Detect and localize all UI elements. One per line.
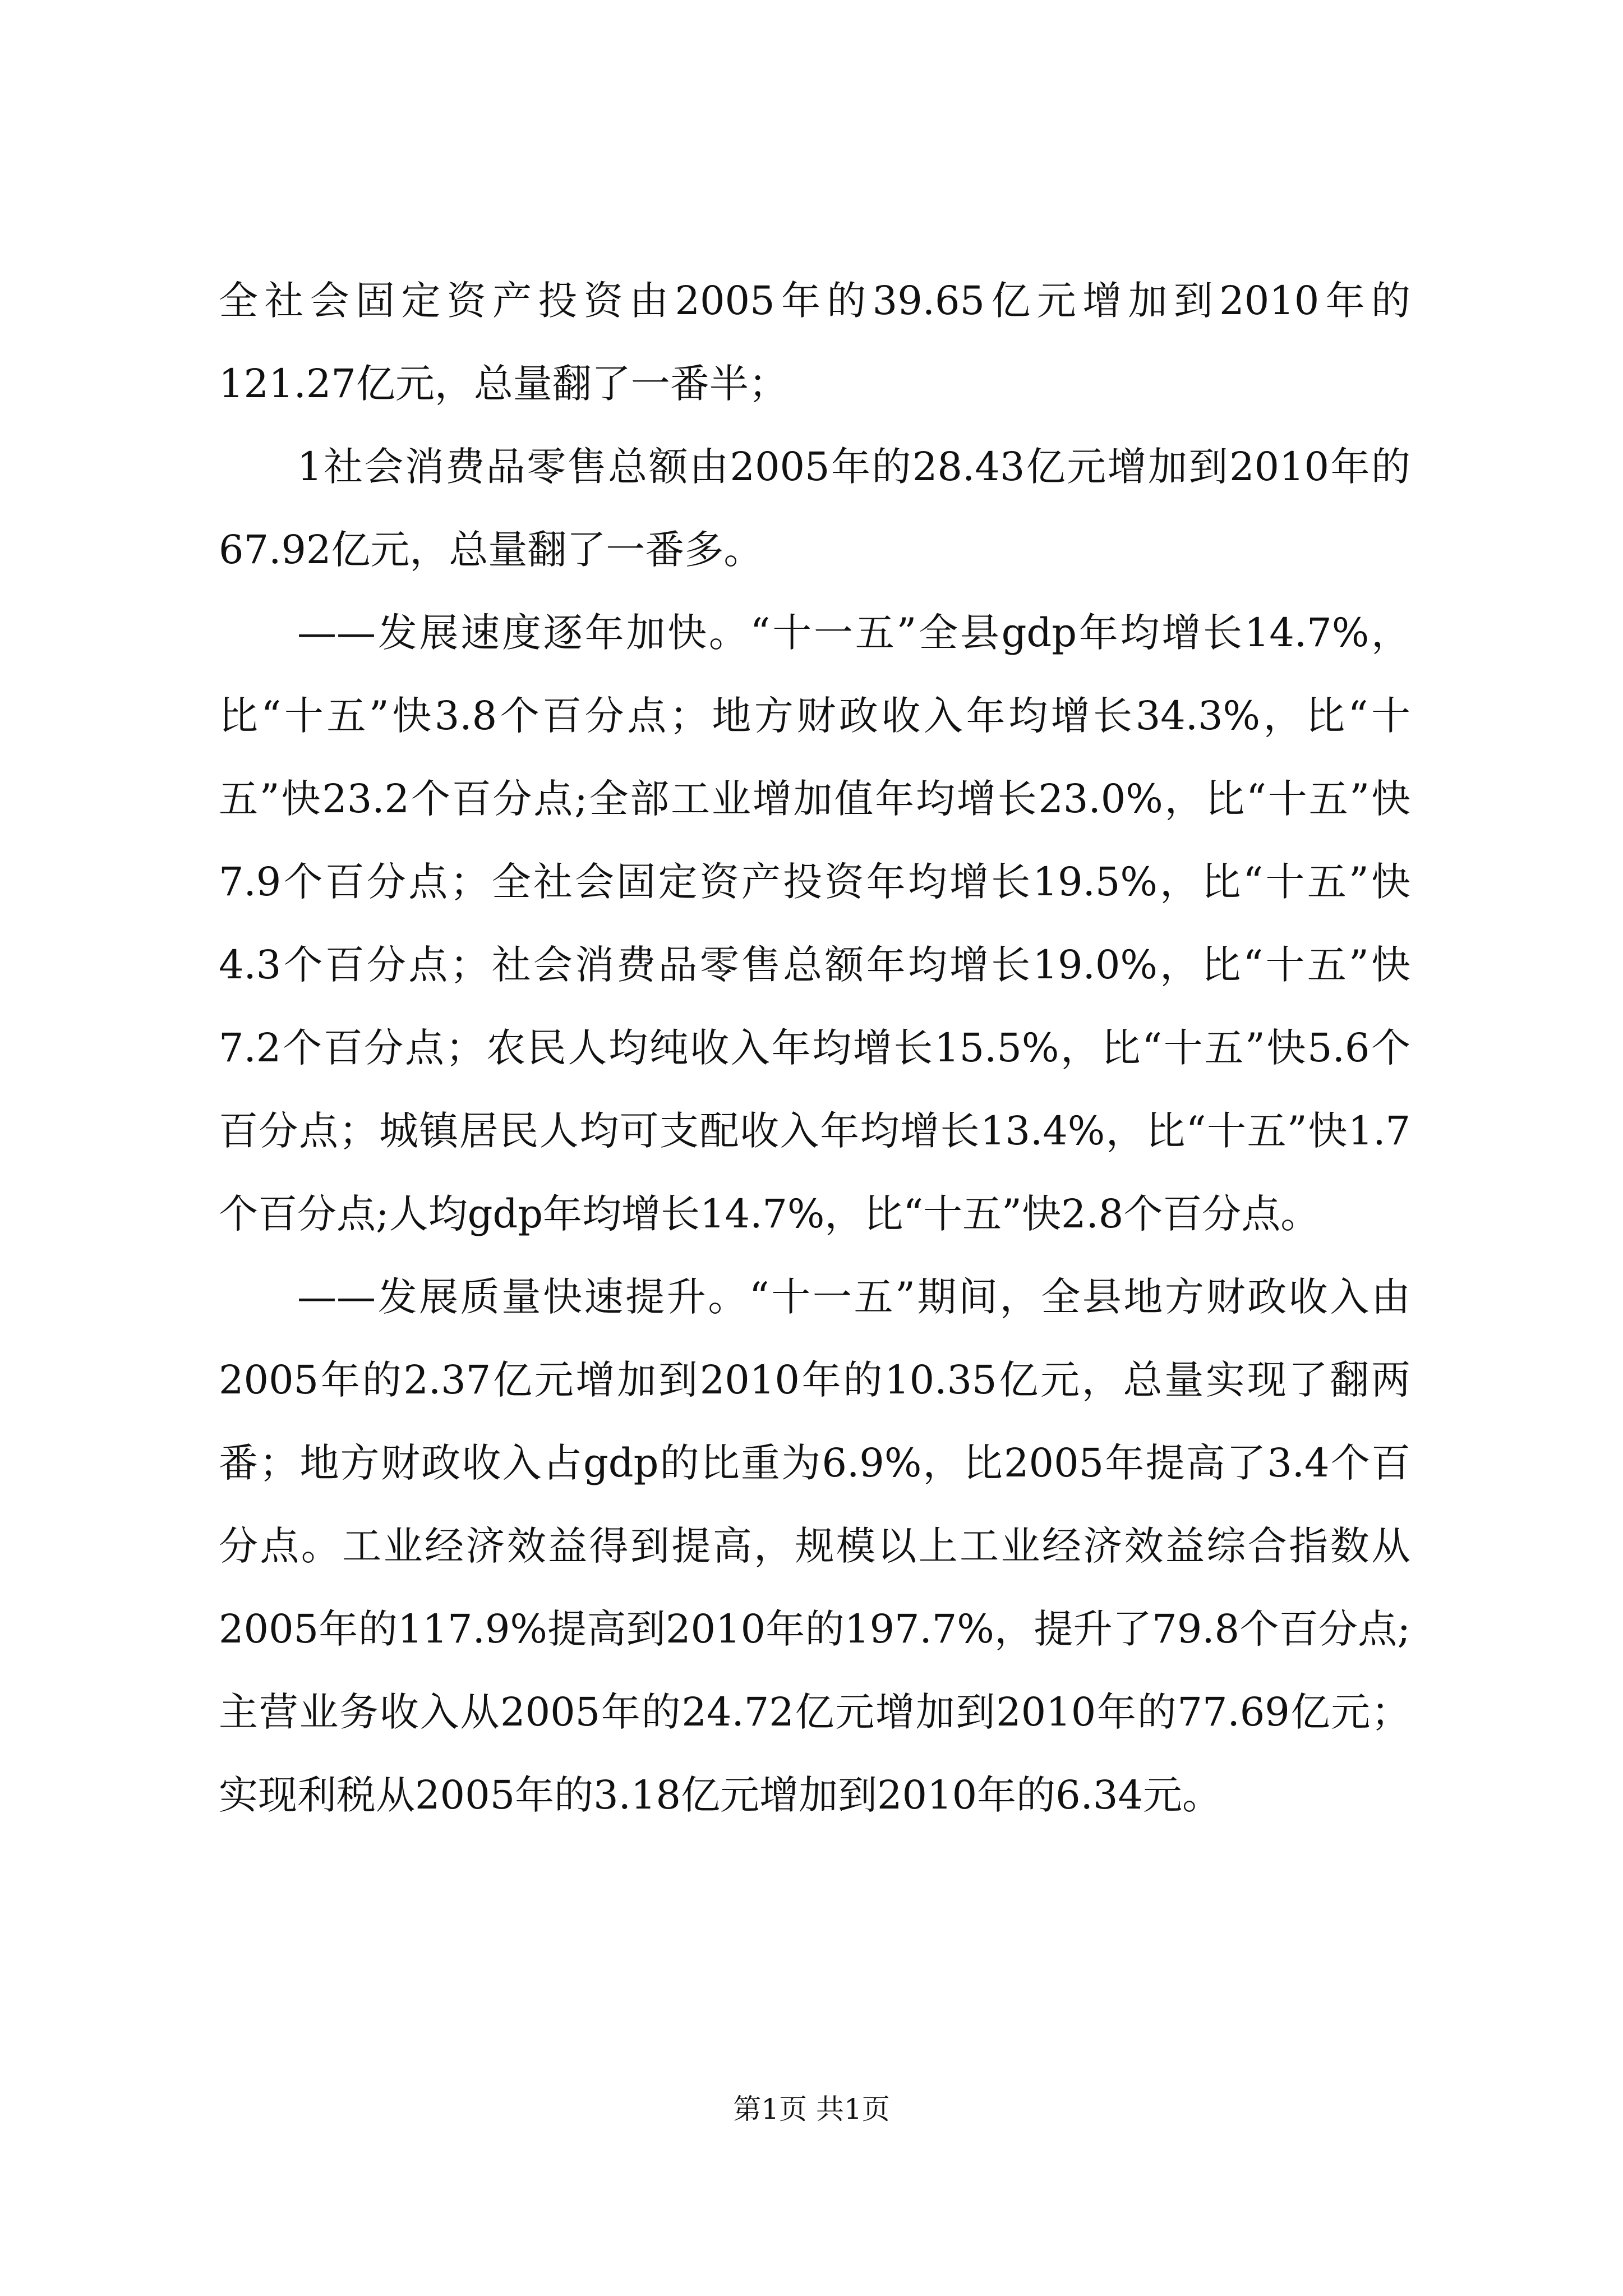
paragraph-growth-quality: ——发展质量快速提升。“十一五”期间，全县地方财政收入由2005年的2.37亿元增加到2010年的10.35亿元，总量实现了翻两番；地方财政收入占gdp的比重为6.9%，比2005年提高了3.4个百分点。工业经济效益得到提高，规模以上工业经济效益综合指数从2005年的117.9%提高到2010年的197.7%，提升了79.8个百分点;主营业务收入从2005年的24.72亿元增加到2010年的77.69亿元；实现利税从2005年的3.18亿元增加到2010年的6.34元。	[219, 1274, 1410, 1818]
paragraph-retail-sales: 1社会消费品零售总额由2005年的28.43亿元增加到2010年的67.92亿元，总量翻了一番多。	[219, 444, 1410, 573]
paragraph-growth-speed: ——发展速度逐年加快。“十一五”全县gdp年均增长14.7%，比“十五”快3.8个百分点；地方财政收入年均增长34.3%，比“十五”快23.2个百分点;全部工业增加值年均增长23.0%，比“十五”快7.9个百分点；全社会固定资产投资年均增长19.5%，比“十五”快4.3个百分点；社会消费品零售总额年均增长19.0%，比“十五”快7.2个百分点；农民人均纯收入年均增长15.5%，比“十五”快5.6个百分点；城镇居民人均可支配收入年均增长13.4%，比“十五”快1.7个百分点;人均gdp年均增长14.7%，比“十五”快2.8个百分点。	[219, 610, 1410, 1237]
paragraph-fixed-asset-investment: 全社会固定资产投资由2005年的39.65亿元增加到2010年的121.27亿元，总量翻了一番半；	[219, 278, 1410, 407]
body-text	[219, 259, 1410, 1837]
page-footer: 第1页 共1页	[733, 2093, 890, 2125]
